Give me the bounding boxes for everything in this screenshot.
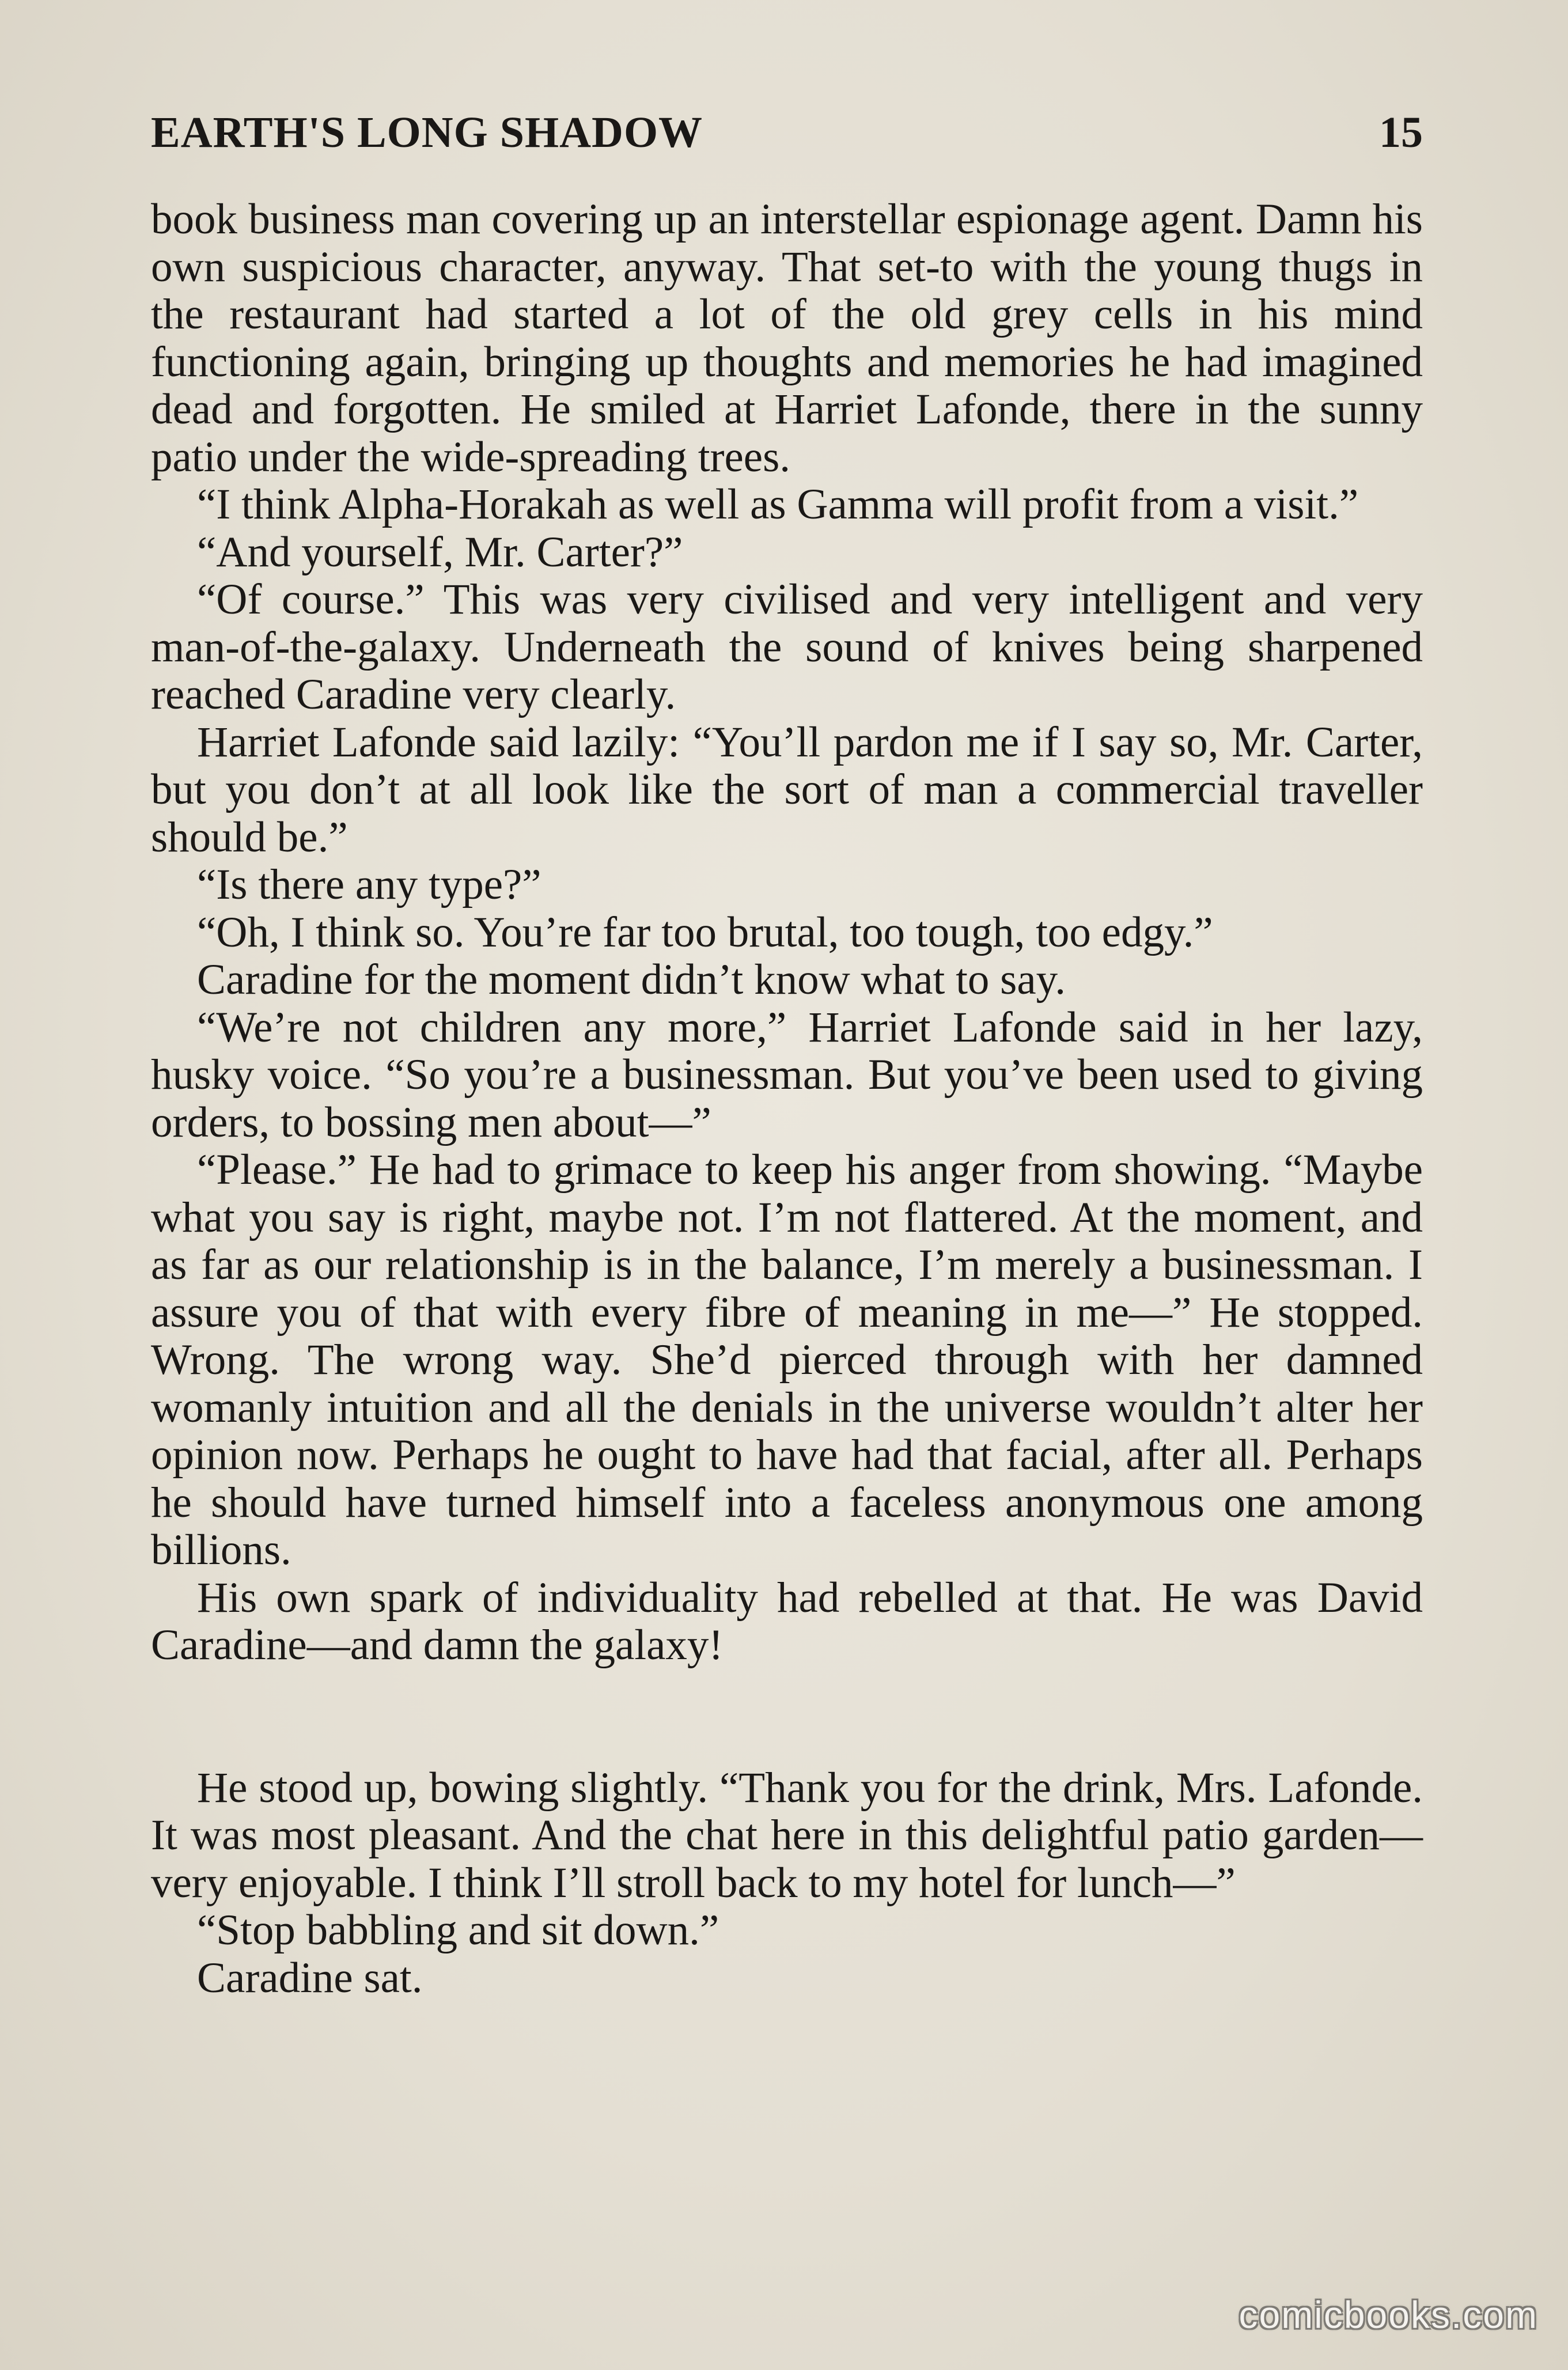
paragraph: Harriet Lafonde said lazily: “You’ll pardon me if I say so, Mr. Carter, but you don’t at all look like the sort of man a commercial traveller should be.”: [151, 718, 1423, 861]
page-header: [151, 101, 1423, 164]
paragraph: “Is there any type?”: [197, 861, 541, 908]
paragraph: Caradine sat.: [197, 1953, 423, 2002]
watermark-logo: comicbooks.com: [1239, 2293, 1538, 2336]
section-break: [151, 1669, 1423, 1765]
paragraph: “Of course.” This was very civilised and very intelligent and very man-of-the-galaxy. Underneath the sound of knives being sharpened reached Caradine very clearly.: [151, 576, 1423, 718]
paragraph: “Please.” He had to grimace to keep his anger from showing. “Maybe what you say is right, maybe not. I’m not flattered. At the moment, and as far as our relationship is in the balance, I’m merely a businessman. I assure you of that with every fibre of meaning in me—” He stopped. Wrong. The wrong way. She’d pierced through with her damned womanly intuition and all the denials in the universe wouldn’t alter her opinion now. Perhaps he ought to have had that facial, after all. Perhaps he should have turned himself into a faceless anonymous one among billions.: [151, 1146, 1423, 1574]
paragraph: Caradine for the moment didn’t know what to say.: [197, 956, 1066, 1004]
running-head: EARTH'S LONG SHADOW: [151, 108, 703, 157]
paragraph: “We’re not children any more,” Harriet Lafonde said in her lazy, husky voice. “So you’re a businessman. But you’ve been used to giving orders, to bossing men about—”: [151, 1003, 1423, 1146]
page-number: 15: [1379, 108, 1423, 157]
paragraph: He stood up, bowing slightly. “Thank you for the drink, Mrs. Lafonde. It was most pleasant. And the chat here in this delightful patio garden—very enjoyable. I think I’ll stroll back to my hotel for lunch—”: [151, 1763, 1423, 1907]
paragraph: book business man covering up an interstellar espionage agent. Damn his own suspicious character, anyway. That set-to with the young thugs in the restaurant had started a lot of the old grey cells in his mind functioning again, bringing up thoughts and memories he had imagined dead and forgotten. He smiled at Harriet Lafonde, there in the sunny patio under the wide-spreading trees.: [151, 195, 1423, 481]
paragraph: His own spark of individuality had rebelled at that. He was David Caradine—and damn the galaxy!: [151, 1573, 1423, 1669]
paragraph: “Oh, I think so. You’re far too brutal, too tough, too edgy.”: [197, 908, 1213, 956]
paragraph: “I think Alpha-Horakah as well as Gamma will profit from a visit.”: [197, 480, 1359, 528]
paragraph: “And yourself, Mr. Carter?”: [197, 528, 683, 576]
body-text: [151, 196, 1423, 2002]
paragraph: “Stop babbling and sit down.”: [197, 1906, 719, 1954]
